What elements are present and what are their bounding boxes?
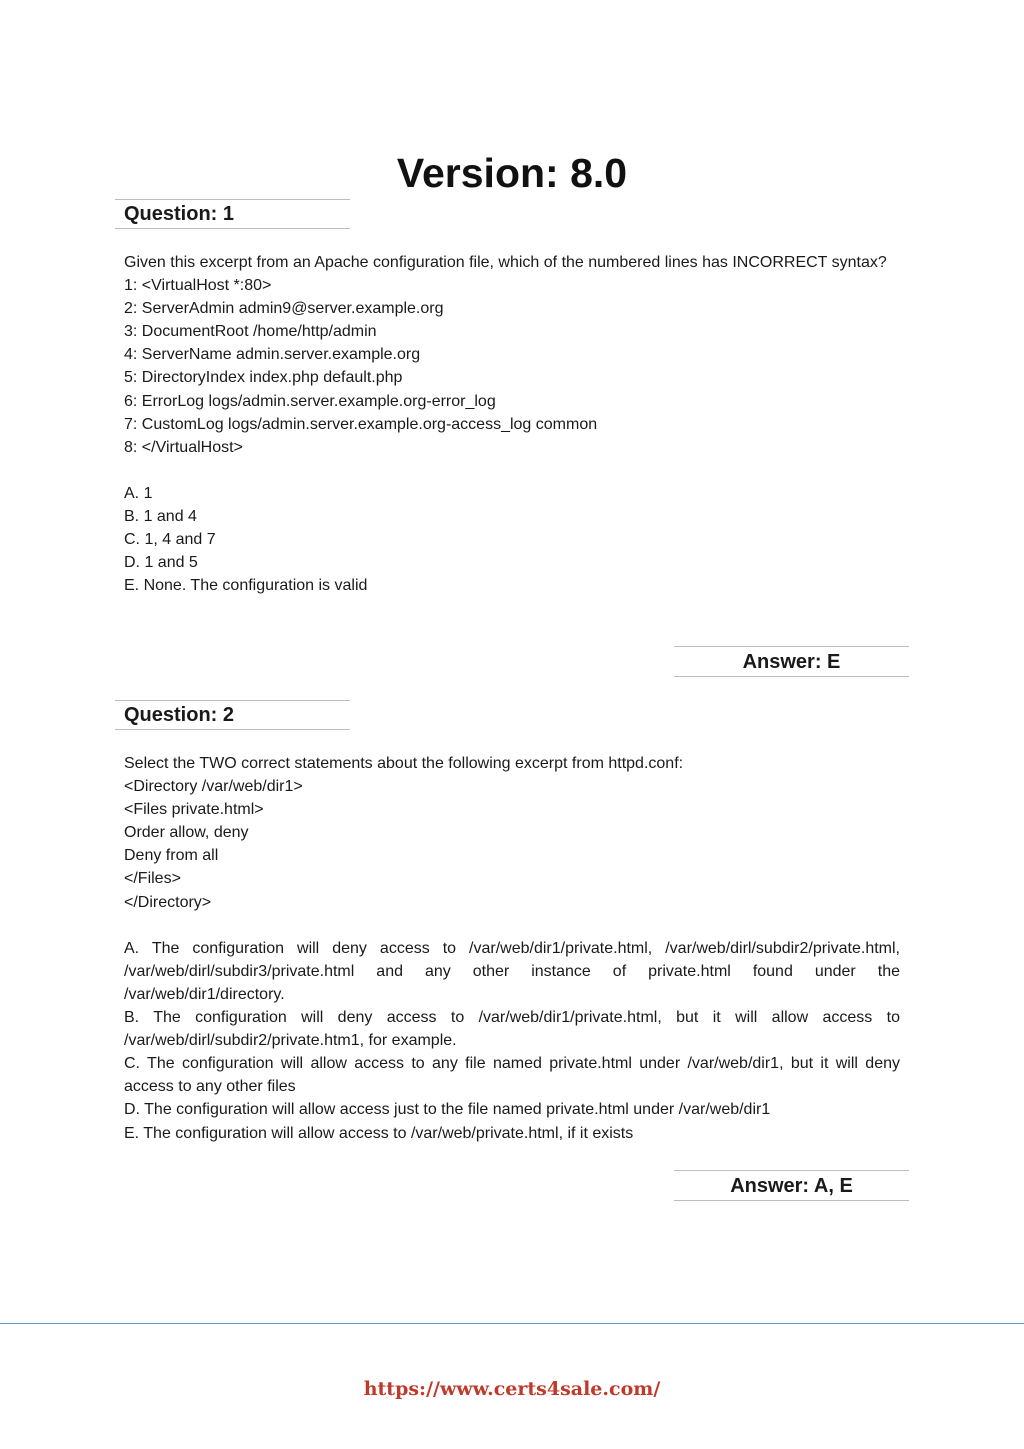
footer-link[interactable]: https://www.certs4sale.com/ — [363, 1378, 661, 1400]
question-2-body — [124, 752, 900, 1145]
answer-option: A. 1 — [124, 484, 153, 502]
config-line: Deny from all — [124, 847, 219, 865]
footer-divider — [0, 1323, 1024, 1324]
answer-option: D. 1 and 5 — [124, 554, 198, 572]
question-1-body — [124, 251, 900, 597]
config-line: </Directory> — [124, 893, 212, 911]
config-line: 8: </VirtualHost> — [124, 438, 243, 456]
config-line: 4: ServerName admin.server.example.org — [124, 346, 421, 364]
spacer — [124, 914, 900, 937]
config-line: 1: <VirtualHost *:80> — [124, 277, 272, 295]
question-2-answer: Answer: A, E — [674, 1170, 909, 1201]
question-2-prompt: Select the TWO correct statements about the following excerpt from httpd.conf: — [124, 755, 684, 772]
config-line: 6: ErrorLog logs/admin.server.example.org-error_log — [124, 392, 496, 410]
question-2-header: Question: 2 — [115, 700, 350, 730]
config-line: 3: DocumentRoot /home/http/admin — [124, 323, 377, 341]
question-1-prompt: Given this excerpt from an Apache configuration file, which of the numbered lines has INCORRECT syntax? — [124, 254, 887, 271]
config-line: </Files> — [124, 870, 181, 888]
answer-option: C. 1, 4 and 7 — [124, 531, 216, 549]
answer-option: A. The configuration will deny access to /var/web/dir1/private.html, /var/web/dirl/subdir2/private.html, /var/web/dirl/subdir3/private.html and any other instance of private.html found under the /var/web/dir1/directory. — [124, 939, 900, 1003]
config-line: <Directory /var/web/dir1> — [124, 778, 303, 796]
question-1-header: Question: 1 — [115, 199, 350, 229]
config-line: Order allow, deny — [124, 824, 249, 842]
config-line: 5: DirectoryIndex index.php default.php — [124, 369, 403, 387]
config-line: 2: ServerAdmin admin9@server.example.org — [124, 300, 444, 318]
spacer — [124, 459, 900, 482]
config-line: <Files private.html> — [124, 801, 264, 819]
config-line: 7: CustomLog logs/admin.server.example.org-access_log common — [124, 415, 598, 433]
answer-option: E. The configuration will allow access to /var/web/private.html, if it exists — [124, 1124, 634, 1142]
answer-option: D. The configuration will allow access just to the file named private.html under /var/web/dir1 — [124, 1101, 771, 1119]
answer-option: C. The configuration will allow access to any file named private.html under /var/web/dir1, but it will deny access to any other files — [124, 1055, 900, 1096]
answer-option: E. None. The configuration is valid — [124, 577, 368, 595]
document-title: Version: 8.0 — [396, 150, 628, 196]
answer-option: B. The configuration will deny access to /var/web/dir1/private.html, but it will allow access to /var/web/dirl/subdir2/private.htm1, for example. — [124, 1009, 900, 1050]
answer-option: B. 1 and 4 — [124, 508, 197, 526]
question-1-answer: Answer: E — [674, 646, 909, 677]
